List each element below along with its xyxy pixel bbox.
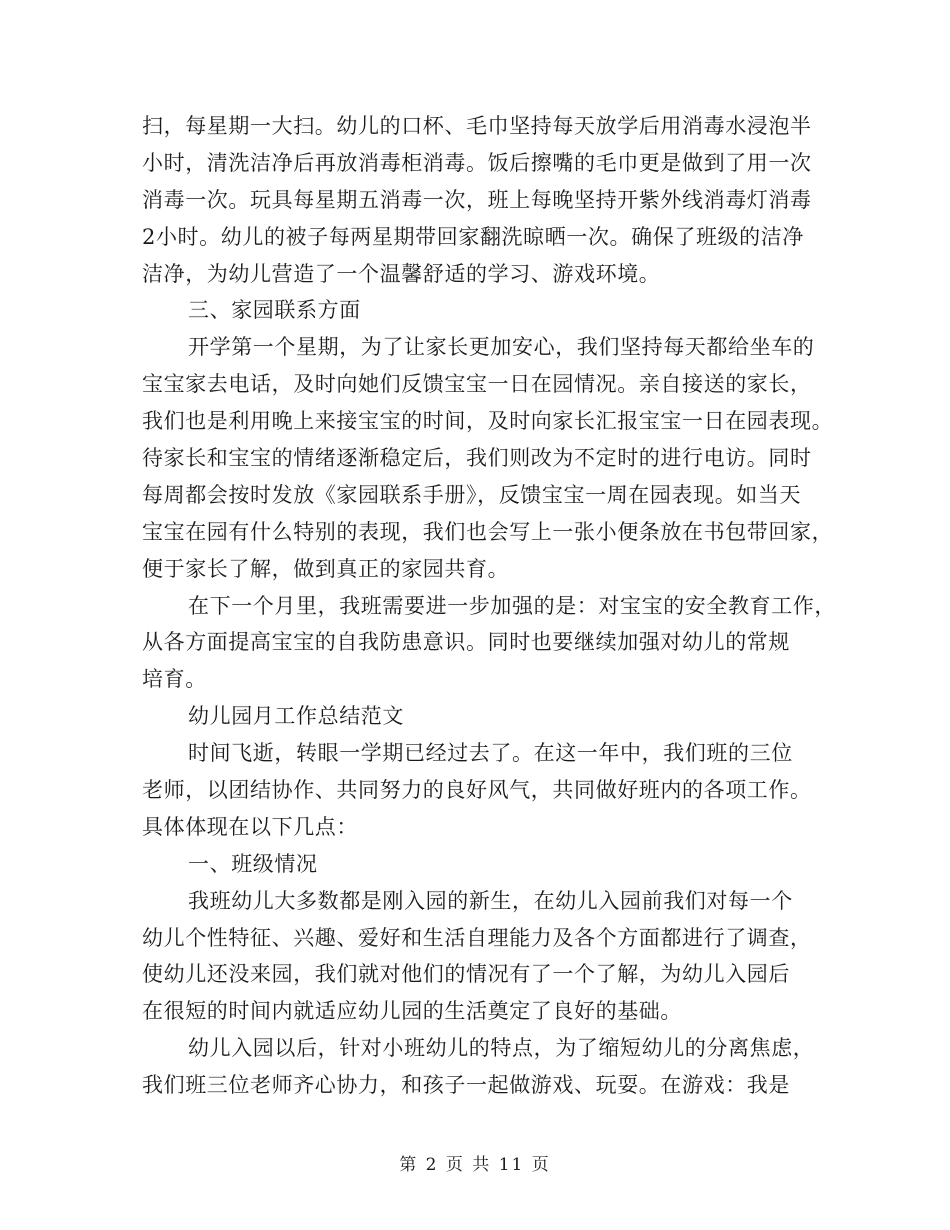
paragraph-line: 我们班三位老师齐心协力，和孩子一起做游戏、玩耍。在游戏：我是 (142, 1073, 790, 1098)
paragraph-line: 时间飞逝，转眼一学期已经过去了。在这一年中，我们班的三位 (188, 741, 793, 766)
paragraph-line: 从各方面提高宝宝的自我防患意识。同时也要继续加强对幼儿的常规 (142, 630, 790, 655)
paragraph-line: 便于家长了解，做到真正的家园共育。 (142, 556, 510, 581)
paragraph-line: 开学第一个星期，为了让家长更加安心，我们坚持每天都给坐车的 (188, 335, 815, 360)
page-number: 第 2 页 共 11 页 (399, 1155, 551, 1175)
paragraph-line: 每周都会按时发放《家园联系手册》，反馈宝宝一周在园表现。如当天 (142, 482, 802, 507)
paragraph-line: 在下一个月里，我班需要进一步加强的是：对宝宝的安全教育工作， (188, 593, 836, 618)
paragraph-line: 在很短的时间内就适应幼儿园的生活奠定了良好的基础。 (142, 999, 682, 1024)
paragraph-line: 消毒一次。玩具每星期五消毒一次，班上每晚坚持开紫外线消毒灯消毒 (142, 187, 812, 212)
paragraph-line: 扫，每星期一大扫。幼儿的口杯、毛巾坚持每天放学后用消毒水浸泡半 (142, 114, 812, 138)
section-heading: 一、班级情况 (188, 851, 318, 876)
paragraph-line: 具体体现在以下几点： (142, 814, 358, 839)
paragraph-line: 幼儿个性特征、兴趣、爱好和生活自理能力及各个方面都进行了调查， (142, 925, 812, 950)
paragraph-line: 培育。 (142, 667, 207, 692)
section-heading: 三、家园联系方面 (188, 298, 361, 323)
paragraph-line: 幼儿入园以后，针对小班幼儿的特点，为了缩短幼儿的分离焦虑， (188, 1036, 815, 1061)
paragraph-line: 我们也是利用晚上来接宝宝的时间，及时向家长汇报宝宝一日在园表现。 (142, 409, 834, 434)
paragraph-line: 宝宝家去电话，及时向她们反馈宝宝一日在园情况。亲自接送的家长， (142, 372, 812, 397)
paragraph-line: 我班幼儿大多数都是刚入园的新生，在幼儿入园前我们对每一个 (188, 888, 793, 913)
document-title: 幼儿园月工作总结范文 (188, 704, 404, 729)
paragraph-line: 宝宝在园有什么特别的表现，我们也会写上一张小便条放在书包带回家， (142, 519, 834, 544)
paragraph-line: 小时，清洗洁净后再放消毒柜消毒。饭后擦嘴的毛巾更是做到了用一次 (142, 150, 812, 175)
paragraph-line: 待家长和宝宝的情绪逐渐稳定后，我们则改为不定时的进行电访。同时 (142, 446, 812, 471)
paragraph-line: 老师，以团结协作、共同努力的良好风气，共同做好班内的各项工作。 (142, 778, 812, 803)
paragraph-line: 使幼儿还没来园，我们就对他们的情况有了一个了解，为幼儿入园后 (142, 962, 790, 987)
paragraph-line: 洁净，为幼儿营造了一个温馨舒适的学习、游戏环境。 (142, 261, 661, 286)
document-body (142, 108, 836, 1104)
paragraph-line: 2小时。幼儿的被子每两星期带回家翻洗晾晒一次。确保了班级的洁净 (142, 224, 804, 249)
